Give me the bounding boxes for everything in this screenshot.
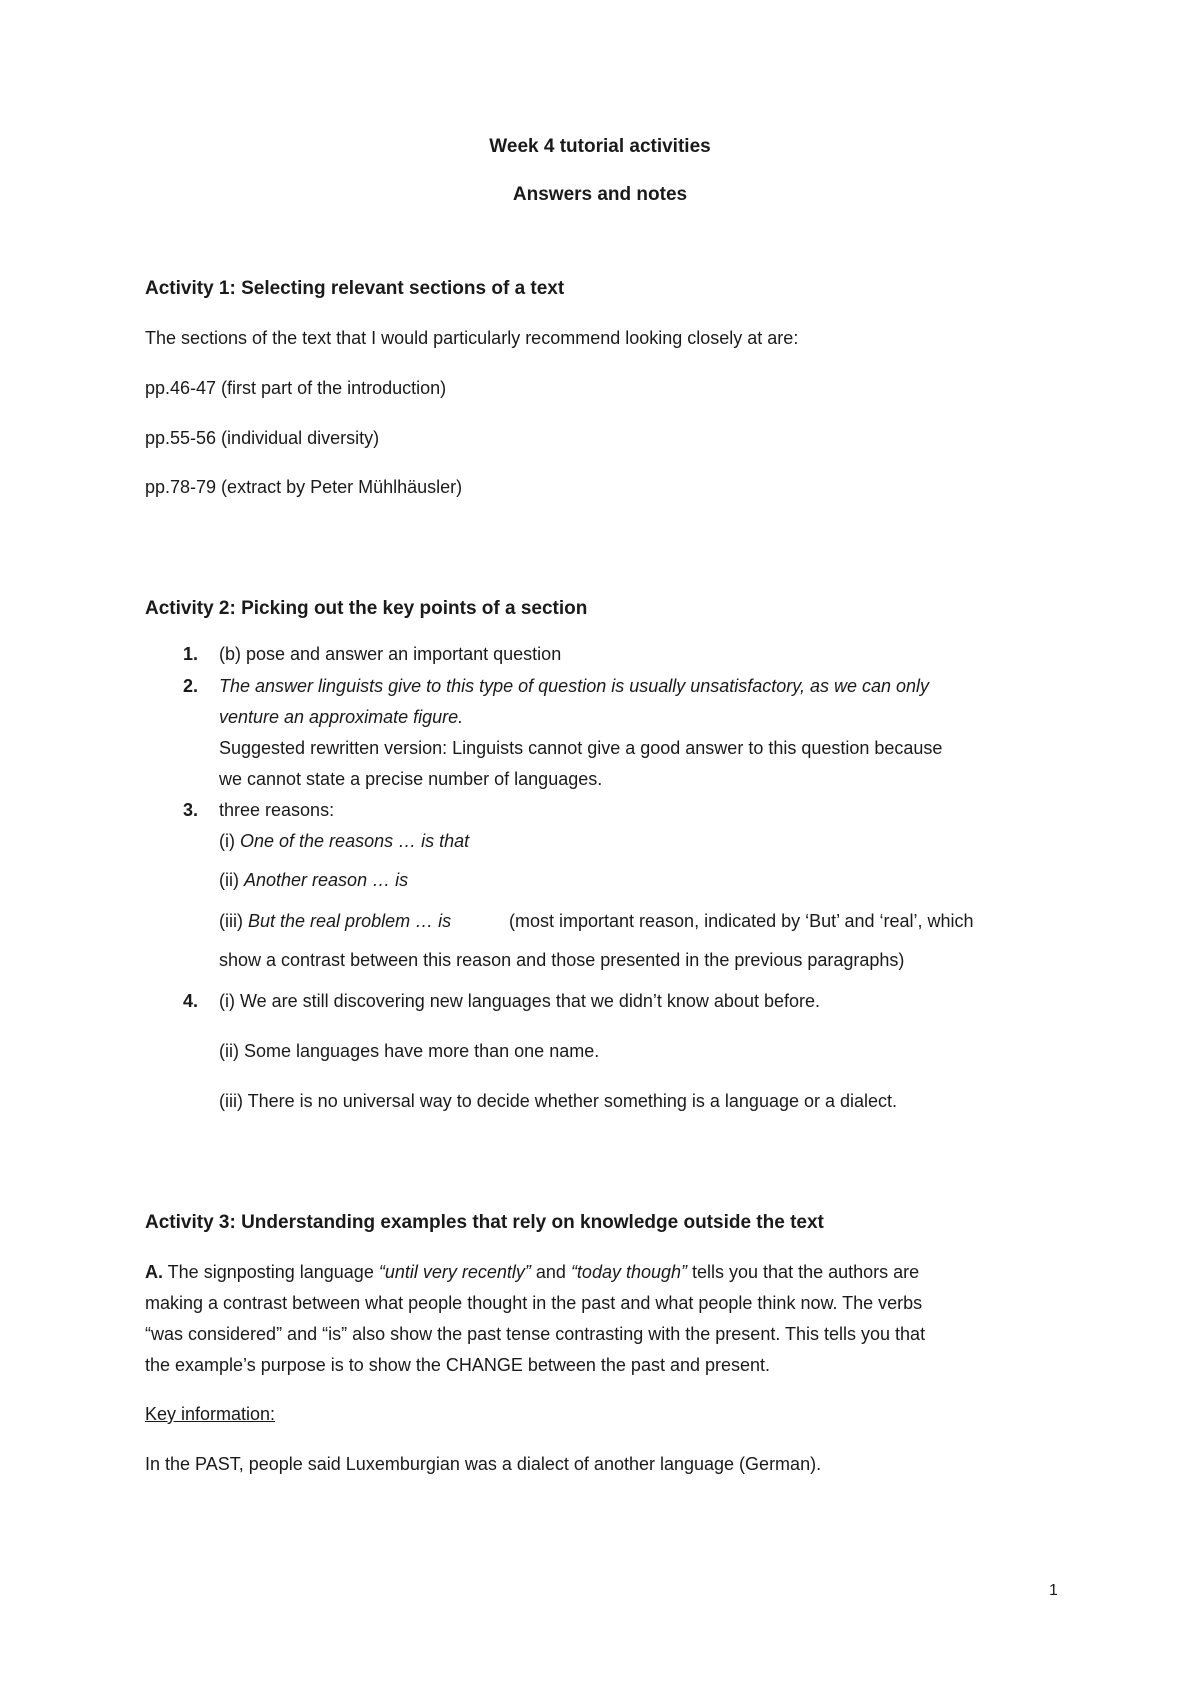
activity-3-answer-line: “was considered” and “is” also show the past tense contrasting with the present. This tells you that — [145, 1324, 926, 1344]
activity-1-section: pp.55-56 (individual diversity) — [145, 428, 380, 448]
answer-1: (b) pose and answer an important question — [219, 644, 562, 664]
activity-2-heading: Activity 2: Picking out the key points of a section — [145, 598, 588, 619]
answer-2-rewrite: Suggested rewritten version: Linguists cannot give a good answer to this question because — [219, 738, 943, 758]
activity-1-section: pp.78-79 (extract by Peter Mühlhäusler) — [145, 477, 463, 497]
answer-4-line: (ii) Some languages have more than one name. — [219, 1041, 600, 1061]
list-number: 1. — [183, 644, 199, 664]
key-information-past: In the PAST, people said Luxemburgian was a dialect of another language (German). — [145, 1454, 822, 1474]
answer-3-intro: three reasons: — [219, 800, 335, 820]
activity-3-heading: Activity 3: Understanding examples that rely on knowledge outside the text — [145, 1212, 824, 1233]
answer-3-reason: (i) One of the reasons … is that — [219, 831, 470, 851]
activity-3-answer-line: making a contrast between what people thought in the past and what people think now. The verbs — [145, 1293, 923, 1313]
list-number: 4. — [183, 991, 199, 1011]
list-number: 2. — [183, 676, 199, 696]
page-subtitle: Answers and notes — [512, 184, 688, 205]
answer-4-line: (iii) There is no universal way to decide whether something is a language or a dialect. — [219, 1091, 898, 1111]
answer-3-note: show a contrast between this reason and those presented in the previous paragraphs) — [219, 950, 905, 970]
activity-3-answer-line: the example’s purpose is to show the CHANGE between the past and present. — [145, 1355, 771, 1375]
answer-3-note: (most important reason, indicated by ‘But’ and ‘real’, which — [509, 911, 974, 931]
page-title: Week 4 tutorial activities — [489, 136, 711, 157]
answer-2-quote: venture an approximate figure. — [219, 707, 464, 727]
answer-3-reason: (iii) But the real problem … is — [219, 911, 452, 931]
answer-2-rewrite: we cannot state a precise number of languages. — [219, 769, 603, 789]
answer-2-quote: The answer linguists give to this type of question is usually unsatisfactory, as we can only — [219, 676, 930, 696]
activity-1-section: pp.46-47 (first part of the introduction) — [145, 378, 447, 398]
activity-1-heading: Activity 1: Selecting relevant sections of a text — [145, 278, 565, 299]
list-number: 3. — [183, 800, 199, 820]
answer-3-reason: (ii) Another reason … is — [219, 870, 409, 890]
activity-3-answer-line: A. The signposting language “until very recently” and “today though” tells you that the authors are — [145, 1262, 920, 1282]
answer-4-line: (i) We are still discovering new languages that we didn’t know about before. — [219, 991, 820, 1011]
key-information-label: Key information: — [145, 1404, 276, 1424]
activity-1-intro: The sections of the text that I would particularly recommend looking closely at are: — [145, 328, 799, 348]
page-number: 1 — [1049, 1582, 1058, 1599]
